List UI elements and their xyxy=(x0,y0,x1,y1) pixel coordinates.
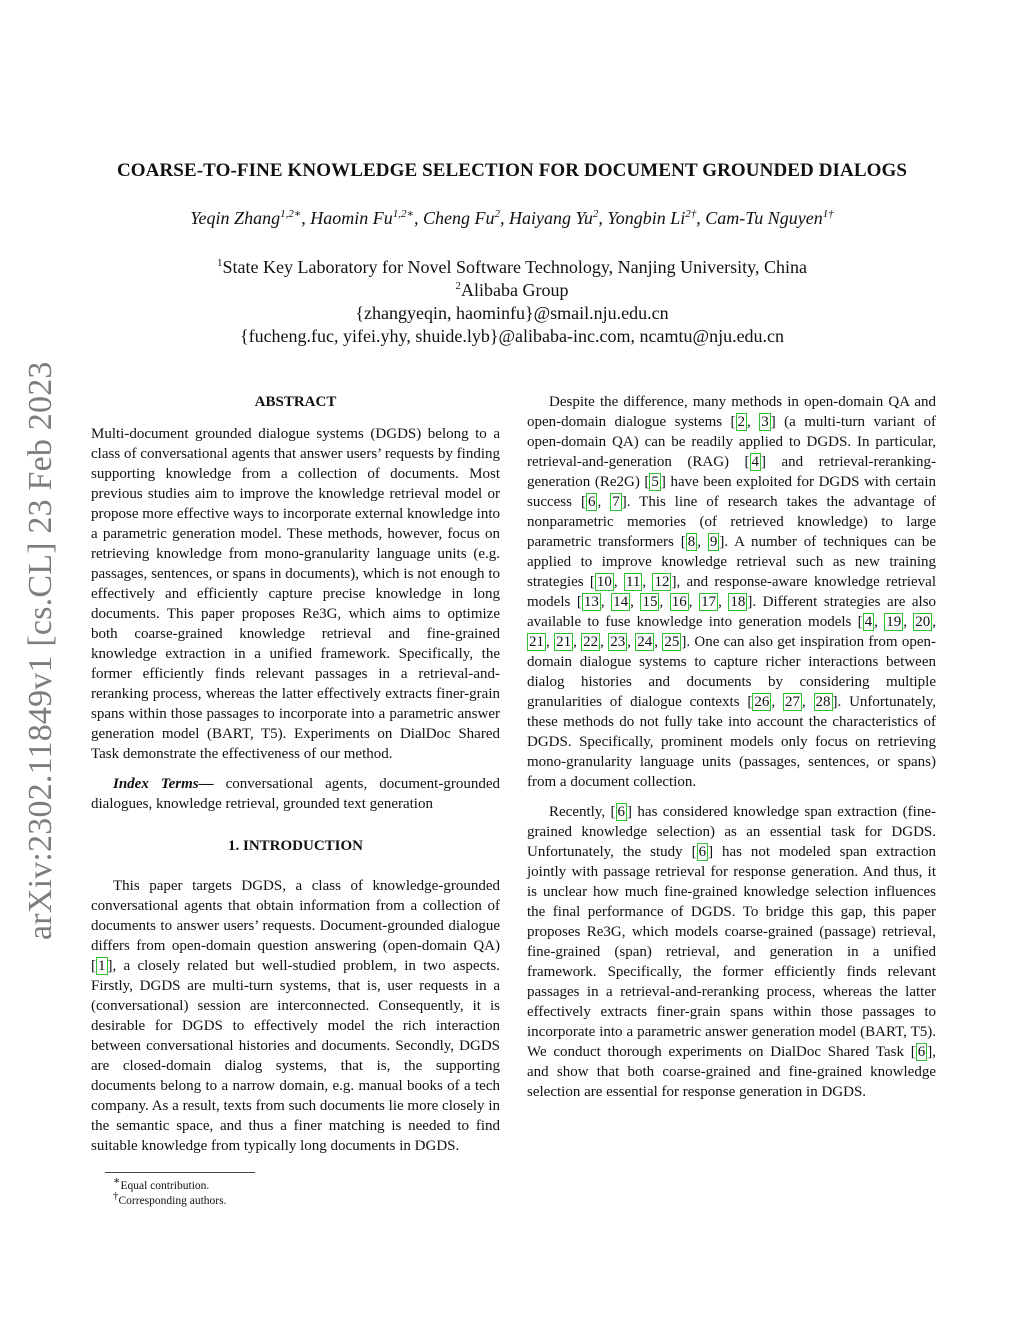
citation-link[interactable]: 14 xyxy=(613,594,629,610)
citation-link[interactable]: 4 xyxy=(751,454,759,470)
footnote-mark: ∗ xyxy=(113,1175,121,1188)
author-affiliation-mark: 2† xyxy=(685,208,697,220)
affiliation-mark: 2 xyxy=(455,280,461,292)
paper-title: COARSE-TO-FINE KNOWLEDGE SELECTION FOR DOCUMENT GROUNDED DIALOGS xyxy=(116,160,908,181)
author: Cheng Fu xyxy=(423,208,495,228)
paragraph-text: . Unfortunately, these methods do not fully take into account the characteristics of DGDS. Specifically, prominent models only focus on retrieving mono-granularity language units (passages, sentences, or spans) from a document collection. xyxy=(527,694,937,790)
paragraph-text: have been exploited for DGDS with certain success xyxy=(527,474,936,510)
footnote-text: Equal contribution. xyxy=(120,1180,210,1192)
author-affiliation-mark: 1,2∗ xyxy=(280,208,302,220)
affiliation-mark: 1 xyxy=(217,257,223,269)
citation-link[interactable]: 6 xyxy=(617,804,625,820)
footnote-equal-contribution xyxy=(91,1175,500,1194)
paragraph-text: , and response-aware knowledge retrieval models xyxy=(527,574,936,610)
author: Yeqin Zhang xyxy=(190,208,281,228)
affiliation-alibaba xyxy=(60,279,964,302)
citation-link[interactable]: 9 xyxy=(709,534,718,550)
paragraph-text: Despite the difference, many methods in open-domain QA and open-domain dialogue systems xyxy=(527,394,936,430)
author-separator: , xyxy=(696,208,706,228)
email-nju: {zhangyeqin, haominfu}@smail.nju.edu.cn xyxy=(355,303,669,323)
citation-link[interactable]: 6 xyxy=(587,494,596,510)
intro-paragraph-2: Despite the difference, many methods in open-domain QA and open-domain dialogue systems [ 2 , 3 ] (a multi-turn variant of open-domain QA) can be readily applied to DGDS. In particular, retrieval-and-generation (RAG) [ 4 ] and retrieval-reranking-generation (Re2G) [ 5 ] have been exploited for DGDS with certain success [ 6 , 7 ]. This line of research takes the advantage of nonparametric memories (of retrieved knowledge) to large parametric transformers [ 8 , 9 ]. A number of techniques can be applied to improve knowledge retrieval such as new training strategies [ 10 , 11 , 12 ], and response-aware knowledge retrieval models [ 13 , 14 , 15 , 16 , 17 , 18 ]. Different strategies are also available to fuse knowledge into generation models [ 4 , 19 , 20 , 21 , 21 , 22 , 23 , 24 , 25 ]. One can also get inspiration from open-domain dialogue systems to capture richer interactions between dialog histories and documents by considering multiple granularities of dialogue contexts [ 26 , 27 , 28 ]. Unfortunately, these methods do not fully take into account the characteristics of DGDS. Specifically, prominent models only focus on retrieving mono-granularity language units (passages, sentences, or spans) from a document collection. xyxy=(527,394,937,790)
paragraph-text: . One can also get inspiration from open-domain dialogue systems to capture richer interactions between dialog histories and documents by considering multiple granularities of dialogue contexts xyxy=(527,634,937,710)
citation-link[interactable]: 15 xyxy=(642,594,658,610)
citation-link[interactable]: 24 xyxy=(637,634,653,650)
citation-link[interactable]: 27 xyxy=(784,694,800,710)
citation-link[interactable]: 6 xyxy=(698,844,707,860)
citation-link[interactable]: 26 xyxy=(754,694,770,710)
author-separator: , xyxy=(301,208,311,228)
citation-link[interactable]: 7 xyxy=(612,494,620,510)
right-column xyxy=(527,392,936,1102)
author: Haomin Fu xyxy=(310,208,393,228)
citation-link[interactable]: 17 xyxy=(701,594,717,610)
citation-link[interactable]: 11 xyxy=(625,574,641,590)
affiliation-text: State Key Laboratory for Novel Software Technology, Nanjing University, China xyxy=(222,257,807,277)
citation-link[interactable]: 3 xyxy=(761,414,769,430)
author-list xyxy=(60,208,964,229)
paragraph-text: . This line of research takes the advantage of nonparametric memories (of retrieved knowledge) to large parametric transformers xyxy=(527,494,936,550)
citation-link[interactable]: 21 xyxy=(529,634,544,650)
citation-link[interactable]: 1 xyxy=(98,958,106,974)
citation-link[interactable]: 6 xyxy=(917,1044,926,1060)
email-alibaba: {fucheng.fuc, yifei.yhy, shuide.lyb}@alibaba-inc.com, ncamtu@nju.edu.cn xyxy=(239,326,785,346)
intro-paragraph-1: This paper targets DGDS, a class of knowledge-grounded conversational agents that obtain information from a collection of documents to answer users’ requests. Document-grounded dialogue differs from open-domain question answering (open-domain QA)[ 1 ], a closely related but well-studied problem, in two aspects. Firstly, DGDS are multi-turn systems, that is, user requests in a (conversational) session are interconnected. Consequently, it is desirable for DGDS to effectively model the rich interaction between conversational histories and documents. Secondly, DGDS are closed-domain dialog systems, that is, the supporting documents belong to a narrow domain, e.g. manual books of a tech company. As a result, texts from such documents lie more closely in the semantic space, and thus a finer matching is needed to find suitable knowledge from typically long documents in DGDS. xyxy=(91,878,500,1154)
abstract-heading: ABSTRACT xyxy=(254,394,337,410)
author-affiliation-mark: 2 xyxy=(494,208,501,220)
citation-link[interactable]: 13 xyxy=(583,594,599,610)
arxiv-identifier: arXiv:2302.11849v1 [cs.CL] 23 Feb 2023 xyxy=(22,361,59,940)
footnote-rule xyxy=(105,1172,255,1173)
intro-paragraph-3: Recently, [ 6 ] has considered knowledge span extraction (fine-grained knowledge selection) as an essential task for DGDS. Unfortunately, the study [ 6 ] has not modeled span extraction jointly with passage retrieval for response generation. And thus, it is unclear how much fine-grained knowledge selection influences the final performance of DGDS. To bridge this gap, this paper proposes Re3G, which models coarse-grained (passage) retrieval, fine-grained (span) retrieval, and generation in a unified framework. Specifically, the former efficiently finds relevant passages in a retrieval-and-reranking process, whereas the latter effectively extracts finer-grain spans within those passages to incorporate into a parametric answer generation model (BART, T5). We conduct thorough experiments on DialDoc Shared Task [ 6 ], and show that both coarse-grained and fine-grained knowledge selection are essential for response generation in DGDS. xyxy=(527,804,937,1100)
citation-link[interactable]: 4 xyxy=(864,614,873,630)
author-affiliation-mark: 1,2∗ xyxy=(392,208,415,220)
citation-link[interactable]: 19 xyxy=(886,614,902,630)
author-separator: , xyxy=(414,208,424,228)
footnote-corresponding xyxy=(91,1190,500,1209)
citation-link[interactable]: 16 xyxy=(671,594,687,610)
author: Yongbin Li xyxy=(607,208,686,228)
citation-link[interactable]: 12 xyxy=(654,574,670,590)
citation-link[interactable]: 20 xyxy=(915,614,931,630)
paragraph-text: and retrieval-reranking-generation (Re2G) xyxy=(527,454,937,490)
citation-link[interactable]: 25 xyxy=(664,634,680,650)
affiliation-nju xyxy=(60,256,964,279)
footnote-text: Corresponding authors. xyxy=(118,1195,227,1207)
citation-link[interactable]: 28 xyxy=(815,694,831,710)
citation-link[interactable]: 5 xyxy=(651,474,659,490)
index-terms-label: Index Terms— xyxy=(113,776,214,792)
introduction-heading: 1. INTRODUCTION xyxy=(227,838,363,854)
citation-link[interactable]: 2 xyxy=(737,414,746,430)
citation-link[interactable]: 8 xyxy=(687,534,696,550)
citation-link[interactable]: 10 xyxy=(596,574,612,590)
paragraph-text: . Different strategies are also available to fuse knowledge into generation models xyxy=(527,594,937,630)
citation-link[interactable]: 22 xyxy=(583,634,599,650)
author-separator: , xyxy=(598,208,608,228)
paragraph-text: (a multi-turn variant of open-domain QA) can be readily applied to DGDS. In particular, retrieval-and-generation (RAG) xyxy=(527,414,936,470)
affiliations xyxy=(60,256,964,348)
paragraph-text: . A number of techniques can be applied to improve knowledge retrieval such as new training strategies xyxy=(527,534,936,590)
author-affiliation-mark: 1† xyxy=(822,208,834,220)
author: Haiyang Yu xyxy=(509,208,593,228)
paragraph-text: Recently, xyxy=(549,804,611,820)
author-affiliation-mark: 2 xyxy=(592,208,599,220)
citation-link[interactable]: 21 xyxy=(556,634,572,650)
citation-link[interactable]: 23 xyxy=(610,634,626,650)
paragraph-text: This paper targets DGDS, a class of knowledge-grounded conversational agents that obtain information from a collection of documents to answer users’ requests. Document-grounded dialogue differs from open-domain question answering (open-domain QA) xyxy=(91,878,500,954)
paragraph-text: has considered knowledge span extraction (fine-grained knowledge selection) as an essential task for DGDS. Unfortunately, the study xyxy=(527,804,936,860)
paragraph-text: , and show that both coarse-grained and fine-grained knowledge selection are essential for response generation in DGDS. xyxy=(527,1044,936,1100)
paragraph-text: , a closely related but well-studied problem, in two aspects. Firstly, DGDS are multi-turn systems, that is, user requests in a (conversational) session are interconnected. Consequently, it is desirable for DGDS to effectively model the rich interaction between conversational histories and documents. Secondly, DGDS are closed-domain dialog systems, that is, the supporting documents belong to a narrow domain, e.g. manual books of a tech company. As a result, texts from such documents lie more closely in the semantic space, and thus a finer matching is needed to find suitable knowledge from typically long documents in DGDS. xyxy=(91,958,500,1154)
left-column xyxy=(91,392,500,1209)
author: Cam-Tu Nguyen xyxy=(705,208,823,228)
affiliation-text: Alibaba Group xyxy=(461,280,569,300)
abstract-text: Multi-document grounded dialogue systems (DGDS) belong to a class of conversational agents that answer users’ requests by finding supporting knowledge from a collection of documents. Most previous studies aim to improve the knowledge retrieval model or propose more effective ways to incorporate external knowledge into a parametric generation model. These methods, however, focus on retrieving knowledge from mono-granularity language units (e.g. passages, sentences, or spans in documents), which is not enough to effectively and efficiently capture precise knowledge in long documents. This paper proposes Re3G, which aims to optimize both coarse-grained knowledge retrieval and fine-grained knowledge extraction in a unified framework. Specifically, the former efficiently finds relevant passages in a retrieval-and-reranking process, whereas the latter effectively extracts finer-grain spans within those passages to incorporate into a parametric answer generation model (BART, T5). Experiments on DialDoc Shared Task demonstrate the effectiveness of our method. xyxy=(91,426,500,762)
citation-link[interactable]: 18 xyxy=(730,594,746,610)
footnote-mark: † xyxy=(113,1190,119,1203)
index-terms xyxy=(91,774,500,814)
index-terms-text: conversational agents, document-grounded dialogues, knowledge retrieval, grounded text generation xyxy=(91,776,500,812)
author-separator: , xyxy=(500,208,510,228)
paragraph-text: has not modeled span extraction jointly with passage retrieval for response generation. And thus, it is unclear how much fine-grained knowledge selection influences the final performance of DGDS. To bridge this gap, this paper proposes Re3G, which models coarse-grained (passage) retrieval, fine-grained (span) retrieval, and generation in a unified framework. Specifically, the former efficiently finds relevant passages in a retrieval-and-reranking process, whereas the latter effectively extracts finer-grain spans within those passages to incorporate into a parametric answer generation model (BART, T5). We conduct thorough experiments on DialDoc Shared Task xyxy=(527,844,937,1060)
